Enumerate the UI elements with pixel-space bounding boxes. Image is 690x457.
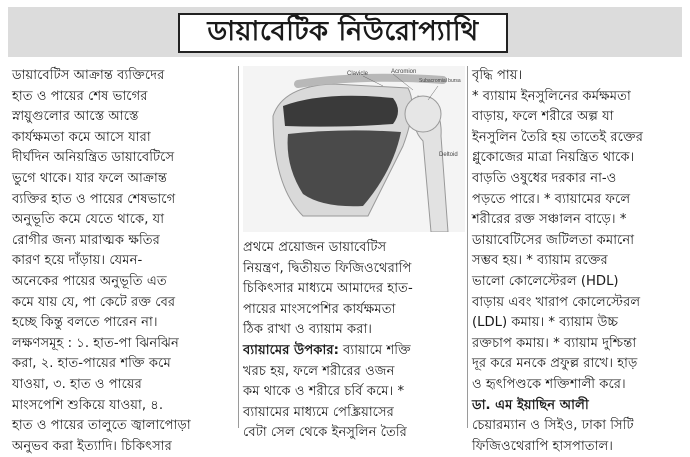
- figure-label: Acromion: [391, 69, 417, 75]
- figure-label: Deltoid: [439, 152, 458, 158]
- column-2-intro: প্রথমে প্রয়োজন ডায়াবেটিস নিয়ন্ত্রণ, দ্বিতীয়ত ফিজিওথেরাপি চিকিৎসার মাধ্যমে আমাদের হাত- পায়ের মাংসপেশির কার্যক্ষমতা ঠিক রাখা ও ব্যায়াম করা।: [243, 240, 413, 338]
- article-title: ডায়াবেটিক নিউরোপ্যাথি: [178, 13, 508, 53]
- column-2-text: [243, 238, 465, 444]
- column-3-text: [472, 66, 684, 457]
- column-2-body: ব্যায়ামে শক্তি খরচ হয়, ফলে শরীরের ওজন কম থাকে ও শরীরে চর্বি কমে। * ব্যায়ামের মাধ্যমে পেঙ্ক্রিয়াসের বেটা সেল থেকে ইনসুলিন তৈরি: [243, 342, 411, 441]
- figure-label: Subacromial bursa: [419, 78, 461, 84]
- column-divider: [467, 66, 468, 428]
- column-1-text: ডায়াবেটিস আক্রান্ত ব্যক্তিদের হাত ও পায়ের শেষ ভাগের স্নায়ুগুলোর আস্তে আস্তে কার্যক্ষমতা কমে আসে যারা দীর্ঘদিন অনিয়ন্ত্রিত ডায়াবেটিসে ভুগে থাকে। যার ফলে আক্রান্ত ব্যক্তির হাত ও পায়ের শেষভাগে অনুভূতি কমে যেতে থাকে, যা রোগীর জন্য মারাত্মক ক্ষতির কারণ হয়ে দাঁড়ায়। যেমন- অনেকের পায়ের অনুভূতি এত কমে যায় যে, পা কেটে রক্ত বের হচ্ছে কিন্তু বলতে পারেন না। লক্ষণসমূহ : ১. হাত-পা ঝিনঝিন করা, ২. হাত-পায়ের শক্তি কমে যাওয়া, ৩. হাত ও পায়ের মাংসপেশি শুকিয়ে যাওয়া, ৪. হাত ও পায়ের তালুতে জ্বালাপোড়া অনুভব করা ইত্যাদি। চিকিৎসার: [12, 68, 191, 454]
- author-affiliation: চেয়ারম্যান ও সিইও, ঢাকা সিটি ফিজিওথেরাপি হাসপাতাল।: [472, 418, 634, 454]
- header-band: [8, 7, 682, 57]
- column-divider: [238, 66, 239, 428]
- shoulder-anatomy-figure: [243, 66, 465, 232]
- author-name: ডা. এম ইয়াছিন আলী: [472, 397, 589, 413]
- figure-label: Clavicle: [347, 71, 369, 77]
- section-heading-benefits: ব্যায়ামের উপকার:: [243, 342, 339, 358]
- column-3-body: বৃদ্ধি পায়। * ব্যায়াম ইনসুলিনের কর্মক্ষমতা বাড়ায়, ফলে শরীরে অল্প যা ইনসুলিন তৈরি হয় তাতেই রক্তের গ্লুকোজের মাত্রা নিয়ন্ত্রিত থাকে। বাড়তি ওষুধের দরকার না-ও পড়তে পারে। * ব্যায়ামের ফলে শরীরের রক্ত সঞ্চালন বাড়ে। * ডায়াবেটিসের জটিলতা কমানো সম্ভব হয়। * ব্যায়াম রক্তের ভালো কোলেস্টেরল (HDL) বাড়ায় এবং খারাপ কোলেস্টেরল (LDL) কমায়। * ব্যায়াম উচ্চ রক্তচাপ কমায়। * ব্যায়াম দুশ্চিন্তা দূর করে মনকে প্রফুল্ল রাখে। হাড় ও হৃৎপিণ্ডকে শক্তিশালী করে।: [472, 68, 644, 392]
